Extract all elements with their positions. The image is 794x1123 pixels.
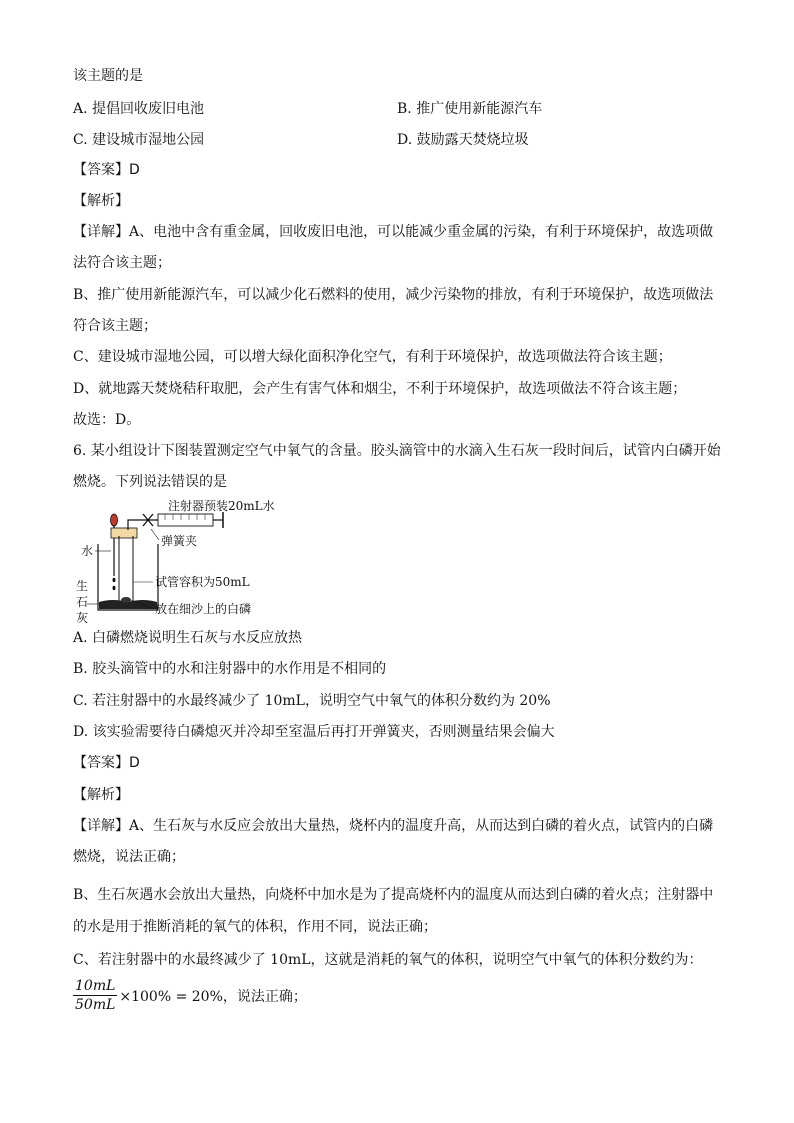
label-syringe: 注射器预装20mL水 <box>168 499 275 513</box>
dropper-bulb <box>111 514 118 526</box>
white-phosphorus <box>121 597 131 603</box>
label-water: 水 <box>81 544 94 558</box>
option-b: B. 推广使用新能源汽车 <box>397 101 543 117</box>
answer-1: 【答案】D <box>73 162 140 178</box>
question-6-option-b: B. 胶头滴管中的水和注射器中的水作用是不相同的 <box>73 661 387 677</box>
analysis-1: 【解析】 <box>73 193 129 209</box>
option-a: A. 提倡回收废旧电池 <box>73 101 205 117</box>
detail-1-a: 【详解】A、电池中含有重金属，回收废旧电池，可以能减少重金属的污染，有利于环境保护，故选项做 <box>73 224 714 240</box>
detail-1-b: 法符合该主题； <box>73 255 171 271</box>
question-6-option-d: D. 该实验需要待白磷熄灭并冷却至室温后再打开弹簧夹，否则测量结果会偏大 <box>73 724 555 740</box>
detail-1-e: C、建设城市湿地公园，可以增大绿化面积净化空气，有利于环境保护，故选项做法符合该主题； <box>73 349 672 365</box>
analysis-2: 【解析】 <box>73 787 129 803</box>
fraction <box>73 977 117 1014</box>
formula <box>73 977 307 1014</box>
line-intro: 该主题的是 <box>73 68 143 84</box>
label-tube-volume: 试管容积为50mL <box>155 575 250 589</box>
option-d: D. 鼓励露天焚烧垃圾 <box>397 132 529 148</box>
detail-2-c: B、生石灰遇水会放出大量热，向烧杯中加水是为了提高烧杯内的温度从而达到白磷的着火点；注射器中 <box>73 887 714 903</box>
fraction-numerator: 10mL <box>75 978 116 994</box>
fraction-denominator: 50mL <box>75 997 116 1013</box>
answer-2: 【答案】D <box>73 755 140 771</box>
question-6-option-a: A. 白磷燃烧说明生石灰与水反应放热 <box>73 630 303 646</box>
option-c: C. 建设城市湿地公园 <box>73 132 205 148</box>
label-lime-2: 石 <box>76 595 89 609</box>
detail-1-d: 符合该主题； <box>73 318 157 334</box>
apparatus-diagram <box>73 498 303 623</box>
formula-result: ×100% = 20%，说法正确； <box>119 988 307 1005</box>
detail-1-f: D、就地露天焚烧秸秆取肥，会产生有害气体和烟尘，不利于环境保护，故选项做法不符合该主题； <box>73 381 687 397</box>
detail-1-c: B、推广使用新能源汽车，可以减少化石燃料的使用，减少污染物的排放，有利于环境保护，故选项做法 <box>73 287 714 303</box>
detail-2-b: 燃烧，说法正确； <box>73 849 185 865</box>
detail-2-d: 的水是用于推断消耗的氧气的体积，作用不同，说法正确； <box>73 919 437 935</box>
detail-2-a: 【详解】A、生石灰与水反应会放出大量热，烧杯内的温度升高，从而达到白磷的着火点，试管内的白磷 <box>73 818 714 834</box>
question-6-option-c: C. 若注射器中的水最终减少了 10mL，说明空气中氧气的体积分数约为 20% <box>73 693 551 709</box>
test-tube <box>119 536 133 607</box>
detail-1-g: 故选：D。 <box>73 412 141 428</box>
label-clamp: 弹簧夹 <box>161 534 198 548</box>
label-lime-1: 生 <box>76 579 89 593</box>
label-lime-3: 灰 <box>76 611 89 623</box>
question-6-a: 6. 某小组设计下图装置测定空气中氧气的含量。胶头滴管中的水滴入生石灰一段时间后，试管内白磷开始 <box>73 443 721 459</box>
question-6-b: 燃烧。下列说法错误的是 <box>73 474 227 490</box>
label-phosphorus: 放在细沙上的白磷 <box>155 602 252 616</box>
detail-2-e: C、若注射器中的水最终减少了 10mL，这就是消耗的氧气的体积，说明空气中氧气的体积分数约为： <box>73 952 703 968</box>
